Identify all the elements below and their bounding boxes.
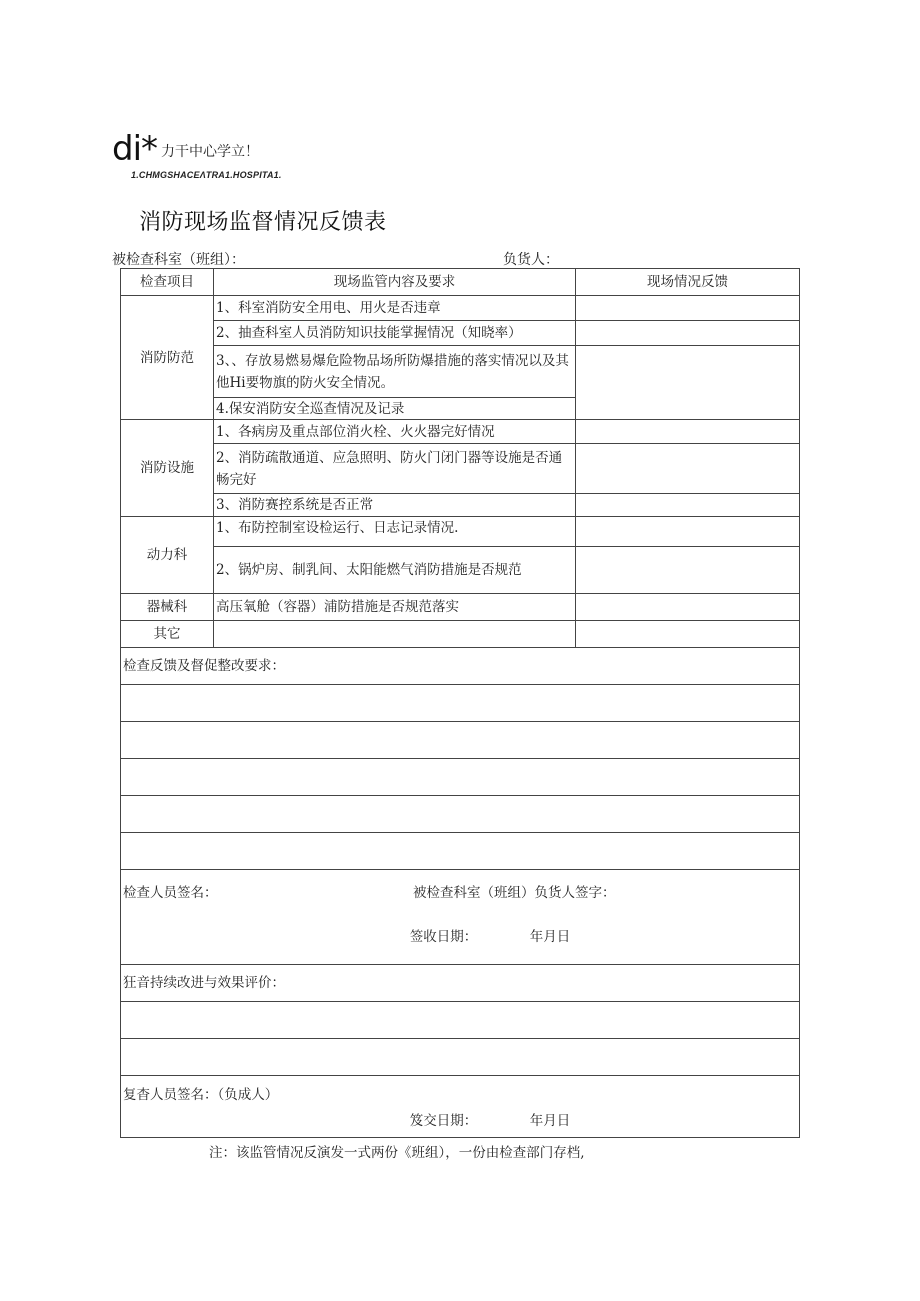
feedback-cell[interactable] bbox=[576, 547, 800, 594]
blank-line bbox=[121, 1039, 800, 1076]
feedback-cell[interactable] bbox=[576, 444, 800, 494]
feedback-label: 检查反馈及督促整改要求： bbox=[121, 648, 800, 685]
category-fire-facilities: 消防设施 bbox=[121, 420, 214, 517]
requirement-cell: 高压氧舱（容器）浦防措施是否规范落实 bbox=[214, 594, 576, 621]
header-item: 检查项目 bbox=[121, 269, 214, 296]
footnote: 注：该监管情况反演发一式两份《班组），一份由检查部门存档, bbox=[209, 1145, 585, 1161]
requirement-cell: 1、科室消防安全用电、用火是否违章 bbox=[214, 296, 576, 321]
department-label: 被检查科室（班组）： bbox=[112, 252, 245, 268]
requirement-cell: 4.保安消防安全巡查情况及记录 bbox=[214, 398, 576, 420]
feedback-line[interactable] bbox=[121, 759, 800, 796]
table-row bbox=[121, 621, 800, 648]
requirement-cell: 1、布防控制室设检运行、日志记录情况. bbox=[214, 517, 576, 547]
requirement-cell: 2、消防疏散通道、应急照明、防火门闭门器等设施是否通畅完好 bbox=[214, 444, 576, 494]
category-fire-prevention: 消防防范 bbox=[121, 296, 214, 420]
feedback-cell[interactable] bbox=[576, 594, 800, 621]
recheck-cell bbox=[121, 1076, 800, 1138]
requirement-cell: 3、消防赛控系统是否正常 bbox=[214, 494, 576, 517]
table-row bbox=[121, 594, 800, 621]
feedback-cell[interactable] bbox=[576, 296, 800, 321]
improvement-label: 狂音持续改进与效果评价： bbox=[121, 965, 800, 1002]
page-title: 消防现场监督情况反馈表 bbox=[139, 210, 387, 235]
table-row bbox=[121, 296, 800, 321]
table-row bbox=[121, 420, 800, 444]
category-equipment-dept: 器械科 bbox=[121, 594, 214, 621]
signature-cell bbox=[121, 870, 800, 965]
inspector-sign-label: 检查人员签名： bbox=[123, 885, 218, 901]
table-row bbox=[121, 321, 800, 346]
logo-mark: di* bbox=[112, 129, 158, 169]
blank-line bbox=[121, 796, 800, 833]
signature-labels bbox=[123, 884, 797, 902]
submit-date bbox=[123, 1112, 797, 1130]
table-row bbox=[121, 517, 800, 547]
requirement-cell: 3、、存放易燃易爆危险物品场所防爆措施的落实情况以及其他Hi要物旗的防火安全情况。 bbox=[214, 346, 576, 398]
inspection-table bbox=[120, 268, 800, 1138]
logo-english-name: 1.CHMGSHACEΛTRA1.HOSPITA1. bbox=[131, 170, 282, 180]
submit-date-placeholder: 年月日 bbox=[529, 1113, 571, 1129]
feedback-cell[interactable] bbox=[576, 346, 800, 420]
requirement-cell: 1、各病房及重点部位消火栓、火火器完好情况 bbox=[214, 420, 576, 444]
logo-chinese-name: 力干中心学立！ bbox=[161, 144, 260, 160]
feedback-line[interactable] bbox=[121, 722, 800, 759]
blank-line bbox=[121, 722, 800, 759]
blank-line bbox=[121, 685, 800, 722]
responsible-label: 负货人： bbox=[503, 252, 559, 268]
feedback-cell[interactable] bbox=[576, 321, 800, 346]
feedback-header-row bbox=[121, 648, 800, 685]
feedback-cell[interactable] bbox=[576, 420, 800, 444]
category-other: 其它 bbox=[121, 621, 214, 648]
recheck-sign-label: 复杳人员签名：（负成人） bbox=[123, 1087, 279, 1103]
recheck-row bbox=[121, 1076, 800, 1138]
table-row bbox=[121, 494, 800, 517]
improvement-line[interactable] bbox=[121, 1002, 800, 1039]
blank-line bbox=[121, 1002, 800, 1039]
header-feedback: 现场情况反馈 bbox=[576, 269, 800, 296]
feedback-line[interactable] bbox=[121, 685, 800, 722]
category-power-dept: 动力科 bbox=[121, 517, 214, 594]
receive-date-label: 签收日期： bbox=[409, 929, 478, 945]
feedback-cell[interactable] bbox=[576, 517, 800, 547]
dept-head-sign-label: 被检查科室（班组）负货人签字： bbox=[413, 885, 616, 901]
requirement-cell[interactable] bbox=[214, 621, 576, 648]
receive-date-placeholder: 年月日 bbox=[529, 929, 571, 945]
improvement-line[interactable] bbox=[121, 1039, 800, 1076]
requirement-cell: 2、抽查科室人员消防知识技能掌握情况（知晓率） bbox=[214, 321, 576, 346]
signature-row bbox=[121, 870, 800, 965]
submit-date-label: 笈交日期： bbox=[409, 1113, 478, 1129]
hospital-logo bbox=[112, 129, 260, 172]
feedback-cell[interactable] bbox=[576, 494, 800, 517]
blank-line bbox=[121, 759, 800, 796]
improvement-header-row bbox=[121, 965, 800, 1002]
table-row bbox=[121, 547, 800, 594]
table-header-row bbox=[121, 269, 800, 296]
feedback-line[interactable] bbox=[121, 833, 800, 870]
header-requirements: 现场监管内容及要求 bbox=[214, 269, 576, 296]
feedback-line[interactable] bbox=[121, 796, 800, 833]
table-row bbox=[121, 346, 800, 398]
table-row bbox=[121, 444, 800, 494]
requirement-cell: 2、锅炉房、制乳间、太阳能燃气消防措施是否规范 bbox=[214, 547, 576, 594]
blank-line bbox=[121, 833, 800, 870]
receive-date bbox=[123, 928, 797, 946]
feedback-cell[interactable] bbox=[576, 621, 800, 648]
